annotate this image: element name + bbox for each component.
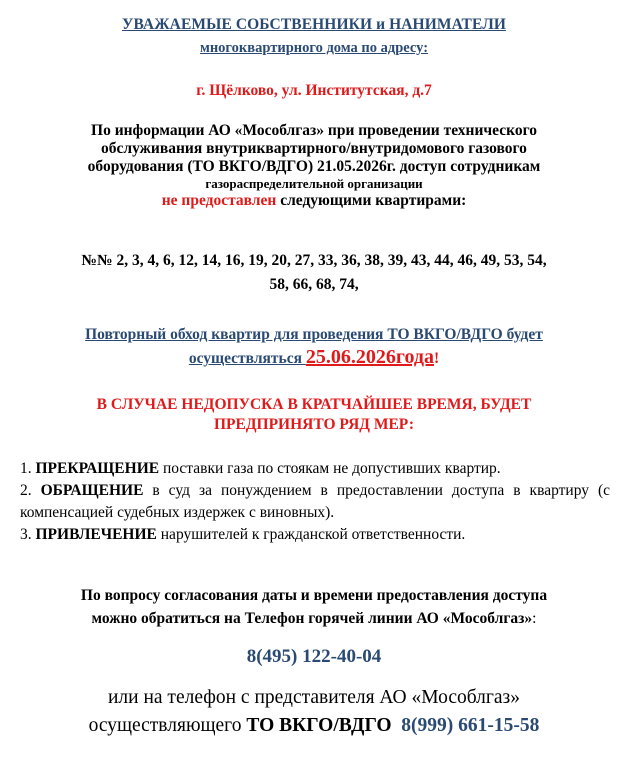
contact-info: [10, 584, 618, 630]
info-line-5-rest: следующими квартирами:: [276, 192, 467, 209]
measure-text: нарушителей к гражданской ответственности.: [156, 526, 466, 543]
measure-term: ОБРАЩЕНИЕ: [40, 482, 144, 499]
revisit-line-2: [10, 346, 618, 370]
representative-phone: 8(999) 661-15-58: [401, 715, 540, 736]
measures-list: [20, 458, 610, 546]
contact-colon: :: [532, 610, 537, 627]
alternative-service-name: ТО ВКГО/ВДГО: [246, 715, 392, 736]
access-denied-text: не предоставлен: [161, 192, 277, 209]
measure-item-2: [20, 480, 610, 524]
alternative-contact: [0, 684, 628, 740]
warning-line-2: ПРЕДПРИНЯТО РЯД МЕР:: [213, 416, 415, 433]
inspection-info: [20, 122, 608, 210]
measure-text: поставки газа по стоякам не допустивших квартир.: [159, 460, 501, 477]
notice-header-title: УВАЖАЕМЫЕ СОБСТВЕННИКИ и НАНИМАТЕЛИ: [122, 16, 506, 33]
revisit-line-2-prefix: осуществляться: [188, 350, 306, 367]
contact-line-1: По вопросу согласования даты и времени предоставления доступа: [80, 587, 548, 604]
apartment-list-line-1: №№ 2, 3, 4, 6, 12, 14, 16, 19, 20, 27, 33, 36, 38, 39, 43, 44, 46, 49, 53, 54,: [81, 252, 547, 269]
warning-line-1: В СЛУЧАЕ НЕДОПУСКА В КРАТЧАЙШЕЕ ВРЕМЯ, БУДЕТ: [96, 396, 532, 413]
apartment-list: [14, 249, 614, 297]
info-line-3: оборудования (ТО ВКГО/ВДГО) 21.05.2026г. доступ сотрудникам: [87, 158, 541, 175]
info-line-5: [20, 192, 608, 210]
measure-item-3: [20, 524, 610, 546]
revisit-date: 25.06.2026года: [305, 346, 434, 368]
revisit-line-1: Повторный обход квартир для проведения ТО ВКГО/ВДГО будет: [85, 326, 543, 343]
measure-item-1: [20, 458, 610, 480]
measure-num: 2.: [20, 482, 41, 499]
alternative-line-2: [0, 712, 628, 740]
info-line-1: По информации АО «Мособлгаз» при проведении технического: [91, 122, 537, 139]
alternative-line-1: или на телефон с представителя АО «Мособлгаз»: [107, 687, 521, 708]
revisit-exclaim: !: [433, 350, 440, 367]
info-line-2: обслуживания внутриквартирного/внутридомового газового: [101, 140, 527, 157]
measure-text: в суд за понуждением в предоставлении доступа в квартиру (с компенсацией судебных издержек с виновных).: [20, 482, 611, 521]
measure-num: 1.: [20, 460, 36, 477]
contact-line-2: [10, 607, 618, 630]
alternative-line-2-prefix: осуществляющего: [88, 715, 247, 736]
hotline-phone: 8(495) 122-40-04: [246, 646, 382, 667]
measure-term: ПРЕКРАЩЕНИЕ: [35, 460, 160, 477]
apartment-list-line-2: 58, 66, 68, 74,: [269, 276, 359, 293]
warning-block: [10, 395, 618, 435]
revisit-notice: [10, 324, 618, 370]
notice-header-subtitle: многоквартирного дома по адресу:: [199, 40, 429, 56]
contact-line-2-text: можно обратиться на Телефон горячей линии АО «Мособлгаз»: [91, 610, 533, 627]
info-line-4: газораспределительной организации: [205, 176, 423, 191]
building-address: г. Щёлково, ул. Институтская, д.7: [196, 82, 432, 99]
measure-num: 3.: [20, 526, 36, 543]
measure-term: ПРИВЛЕЧЕНИЕ: [35, 526, 157, 543]
